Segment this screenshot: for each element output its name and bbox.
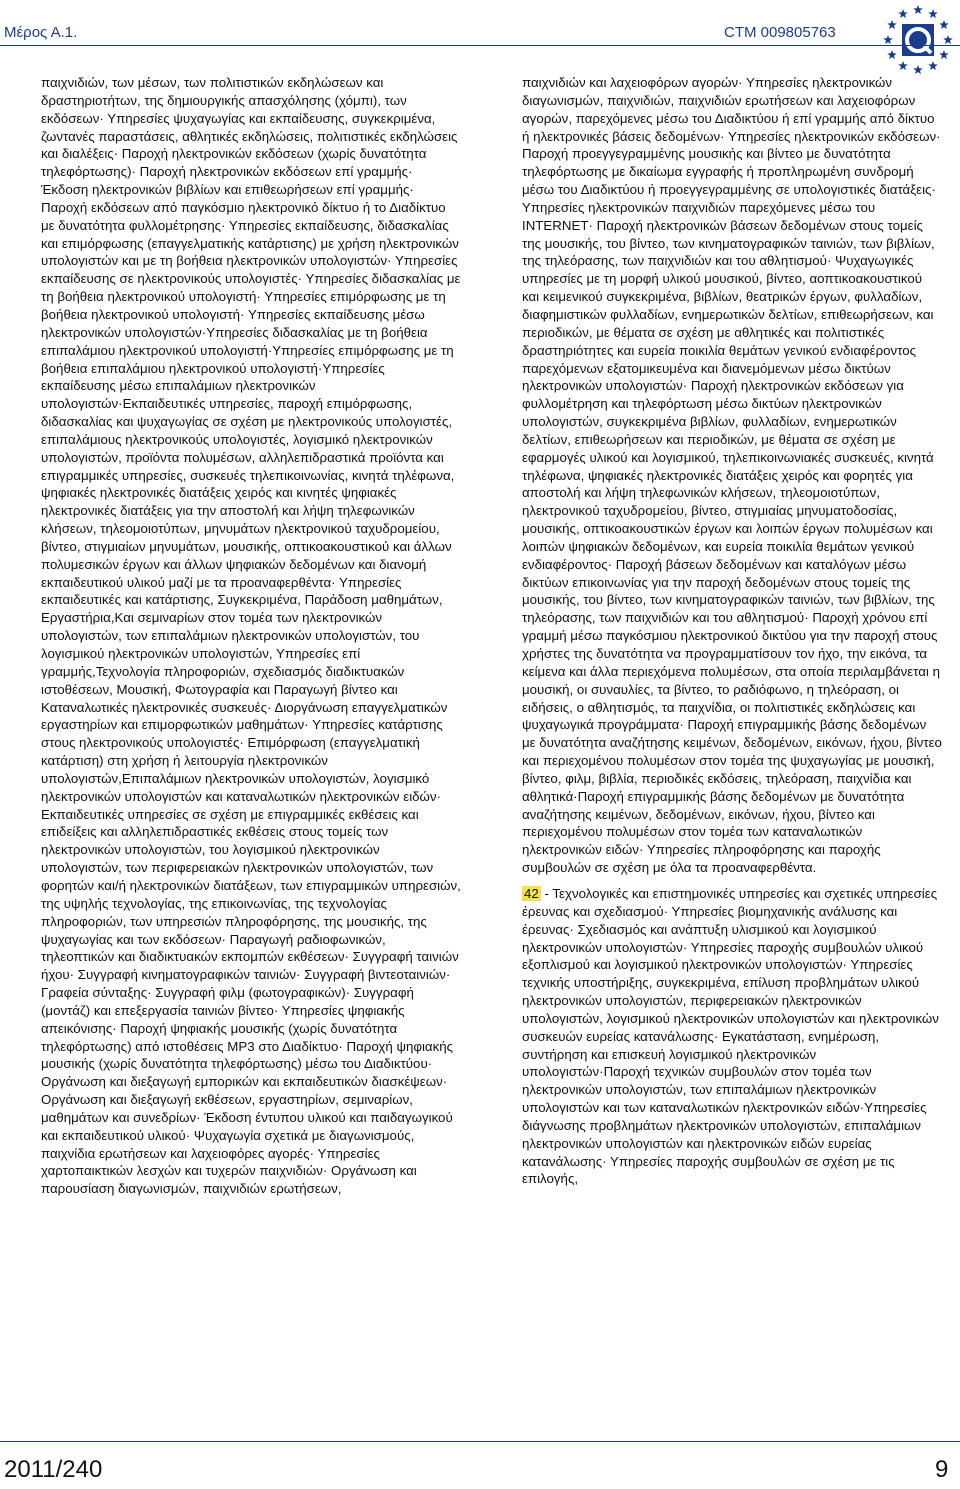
class-42-text: - Τεχνολογικές και επιστημονικές υπηρεσίες και σχετικές υπηρεσίες έρευνας και σχεδιασμού· Υπηρεσίες βιομηχανικής ανάλυσης και έρευνας· Σχεδιασμός και ανάπτυξη υλισμικού και λογισμικού ηλεκτρονικών υπολογιστών· Υπηρεσίες παροχής συμβουλών υλικού εξοπλισμού και λογισμικού ηλεκτρονικών υπολογιστών· Υπηρεσίες τεχνικής υποστήριξης, συγκεκριμένα, επίλυση προβλημάτων υλικού ηλεκτρονικών υπολογιστών, περιφερειακών ηλεκτρονικών υπολογιστών, λογισμικού ηλεκτρονικών υπολογιστών και ηλεκτρονικών συσκευών ευρείας κατανάλωσης· Εγκατάσταση, ενημέρωση, συντήρηση και επισκευή λογισμικού ηλεκτρονικών υπολογιστών·Παροχή τεχνικών συμβουλών στον τομέα των ηλεκτρονικών υπολογιστών, των επιπαλάμιων ηλεκτρονικών υπολογιστών και των καταναλωτικών ηλεκτρονικών ειδών·Υπηρεσίες διάγνωσης προβλημάτων ηλεκτρονικών υπολογιστών, επιπαλάμιων ηλεκτρονικών υπολογιστών και ηλεκτρονικών ειδών ευρείας κατανάλωσης· Υπηρεσίες παροχής συμβουλών σε σχέση με τις επιλογής, — [522, 885, 939, 1187]
logo-star-icon — [939, 20, 949, 29]
logo-star-icon — [883, 35, 893, 44]
footer-rule — [0, 1441, 960, 1442]
logo-star-icon — [887, 50, 897, 59]
footer-bulletin-number: 2011/240 — [4, 1456, 103, 1483]
header-ctm-number: CTM 009805763 — [724, 24, 836, 41]
logo-star-icon — [913, 65, 923, 74]
class-42-paragraph — [522, 885, 942, 1188]
logo-star-icon — [898, 9, 908, 18]
header-part-label: Μέρος Α.1. — [4, 24, 78, 41]
right-column-text: παιχνιδιών και λαχειοφόρων αγορών· Υπηρεσίες ηλεκτρονικών διαγωνισμών, παιχνιδιών, παιχνιδιών ερωτήσεων και λαχειοφόρων αγορών, παρεχόμενες μέσω του Διαδικτύου ή επί γραμμής από δίκτυο ή ηλεκτρονικές βάσεις δεδομένων· Υπηρεσίες ηλεκτρονικών εκδόσεων· Παροχή προεγγεγραμμένης μουσικής και βίντεο με δυνατότητα τηλεφόρτωσης με δικαίωμα εγγραφής ή προπληρωμένη συνδρομή μέσω του Διαδικτύου ή προεγγεγραμμένης σε υπολογιστικές διατάξεις· Υπηρεσίες ηλεκτρονικών παιχνιδιών παρεχόμενες μέσω του INTERNET· Παροχή ηλεκτρονικών βάσεων δεδομένων στους τομείς της μουσικής, του βίντεο, των κινηματογραφικών ταινιών, των βιβλίων, της τηλεόρασης, των παιχνιδιών και του αθλητισμού· Ψυχαγωγικές υπηρεσίες με τη μορφή υλικού μουσικού, βίντεο, αοπτικοακουστικού και κειμενικού συγκεκριμένα, βιβλίων, θεατρικών έργων, φυλλαδίων, διαφημιστικών φυλλαδίων, ενημερωτικών δελτίων, επιθεωρήσεων, και περιοδικών, με θέματα σε σχέση με αθλητικές και πολιτιστικές δραστηριότητες και ευρεία ποικιλία θεμάτων γενικού ενδιαφέροντος παρεχόμενων εξατομικευμένα και διανεμόμενων μέσω δικτύων ηλεκτρονικών υπολογιστών· Παροχή ηλεκτρονικών εκδόσεων για φυλλομέτρηση και τηλεφόρτωση μέσω δικτύων ηλεκτρονικών υπολογιστών, συγκεκριμένα βιβλίων, φυλλαδίων, ενημερωτικών δελτίων, επιθεωρήσεων και περιοδικών, με θέματα σε σχέση με εφαρμογές υλικού και λογισμικού, τηλεπικοινωνιακές συσκευές, κινητά τηλέφωνα, ψηφιακές ηλεκτρονικές διατάξεις χειρός και φορητές για αποστολή και λήψη τηλεφωνικών κλήσεων, τηλεομοιοτύπων, ηλεκτρονικού ταχυδρομείου, βίντεο, στιγμιαίας μηνυματοδοσίας, μουσικής, οπτικοακουστικών έργων και λοιπών έργων πολυμέσων και λοιπών ψηφιακών δεδομένων, και ευρεία ποικιλία θεμάτων γενικού ενδιαφέροντος· Παροχή βάσεων δεδομένων και καταλόγων μέσω δικτύων επικοινωνίας για την παροχή δεδομένων στους τομείς της μουσικής, του βίντεο, των κινηματογραφικών ταινιών, των βιβλίων, της τηλεόρασης, των παιχνιδιών και του αθλητισμού· Παροχή χρόνου επί γραμμή μέσω παγκόσμιου ηλεκτρονικού δικτύου για την παροχή στους χρήστες της δυνατότητα να προγραμματίσουν τον ήχο, την εικόνα, τα κείμενα και άλλα περιεχόμενα πολυμέσων, στα οποία περιλαμβάνεται η μουσική, οι συναυλίες, τα βίντεο, το ραδιόφωνο, η τηλεόραση, οι ειδήσεις, ο αθλητισμός, τα παιχνίδια, οι πολιτιστικές εκδηλώσεις και ψυχαγωγικά προγράμματα· Παροχή επιγραμμικής βάσης δεδομένων με δυνατότητα αναζήτησης κειμένων, δεδομένων, εικόνων, ήχου, βίντεο και περιεχομένου πολυμέσων στον τομέα της ψυχαγωγίας με μουσική, βίντεο, φιλμ, βιβλία, περιοδικές εκδόσεις, τηλεόραση, παιχνίδια και αθλητικά·Παροχή επιγραμμικής βάσης δεδομένων με δυνατότητα αναζήτησης κειμένων, δεδομένων, εικόνων, ήχου, βίντεο και περιεχομένου πολυμέσων στον τομέα των καταναλωτικών ηλεκτρονικών ειδών· Υπηρεσίες πληροφόρησης και παροχής συμβουλών σε σχέση με όλα τα προαναφερθέντα. — [522, 75, 942, 876]
eu-stars-logo-icon — [878, 0, 958, 80]
logo-star-icon — [928, 61, 938, 70]
footer-page-number: 9 — [935, 1456, 949, 1483]
left-column — [41, 74, 461, 1198]
right-column — [522, 74, 942, 1188]
class-number-badge: 42 — [524, 885, 539, 901]
left-column-text: παιχνιδιών, των μέσων, των πολιτιστικών εκδηλώσεων και δραστηριοτήτων, της δημιουργικής απασχόλησης (χόμπι), των εκδόσεων· Υπηρεσίες ψυχαγωγίας και εκπαίδευσης, συγκεκριμένα, ζωντανές παραστάσεις, αθλητικές εκδηλώσεις, πολιτιστικές εκδηλώσεις και διαλέξεις· Παροχή ηλεκτρονικών εκδόσεων (χωρίς δυνατότητα τηλεφόρτωσης)· Παροχή ηλεκτρονικών εκδόσεων επί γραμμής· Έκδοση ηλεκτρονικών βιβλίων και επιθεωρήσεων επί γραμμής· Παροχή εκδόσεων από παγκόσμιο ηλεκτρονικό δίκτυο ή το Διαδίκτυο με δυνατότητα φυλλομέτρησης· Υπηρεσίες εκπαίδευσης, διδασκαλίας και επιμόρφωσης (επαγγελματικής κατάρτισης) με χρήση ηλεκτρονικών υπολογιστών και με τη βοήθεια ηλεκτρονικών υπολογιστών· Υπηρεσίες εκπαίδευσης σε ηλεκτρονικούς υπολογιστές· Υπηρεσίες διδασκαλίας με τη βοήθεια ηλεκτρονικού υπολογιστή· Υπηρεσίες επιμόρφωσης με τη βοήθεια ηλεκτρονικού υπολογιστή· Υπηρεσίες εκπαίδευσης μέσω ηλεκτρονικών υπολογιστών·Υπηρεσίες διδασκαλίας με τη βοήθεια επιπαλάμιου ηλεκτρονικού υπολογιστή·Υπηρεσίες επιμόρφωσης με τη βοήθεια επιπαλάμιου ηλεκτρονικού υπολογιστή·Υπηρεσίες εκπαίδευσης μέσω επιπαλάμιων ηλεκτρονικών υπολογιστών·Εκπαιδευτικές υπηρεσίες, παροχή επιμόρφωσης, διδασκαλίας και ψυχαγωγίας σε σχέση με ηλεκτρονικούς υπολογιστές, επιπαλάμιους ηλεκτρονικούς υπολογιστές, λογισμικό ηλεκτρονικών υπολογιστών, προϊόντα πολυμέσων, αλληλεπιδραστικά προϊόντα και επιγραμμικές υπηρεσίες, συσκευές τηλεπικοινωνίας, κινητά τηλέφωνα, ψηφιακές ηλεκτρονικές διατάξεις χειρός και κινητές ψηφιακές ηλεκτρονικές διατάξεις για την αποστολή και λήψη τηλεφωνικών κλήσεων, τηλεομοιοτύπων, μηνυμάτων ηλεκτρονικού ταχυδρομείου, βίντεο, στιγμιαίων μηνυμάτων, μουσικής, οπτικοακουστικού και άλλων πολυμεσικών έργων και άλλων ψηφιακών δεδομένων και διανομή εκπαιδευτικού υλικού μαζί με τα προαναφερθέντα· Υπηρεσίες εκπαιδευτικές και κατάρτισης, Συγκεκριμένα, Παράδοση μαθημάτων, Εργαστήρια,Και σεμιναρίων στον τομέα των ηλεκτρονικών υπολογιστών, των επιπαλάμιων ηλεκτρονικών υπολογιστών, του λογισμικού ηλεκτρονικών υπολογιστών, Υπηρεσίες επί γραμμής,Τεχνολογία πληροφοριών, σχεδιασμός διαδικτυακών ιστοθέσεων, Μουσική, Φωτογραφία και Παραγωγή βίντεο και Καταναλωτικές ηλεκτρονικές συσκευές· Διοργάνωση επαγγελματικών εργαστηρίων και επιμορφωτικών μαθημάτων· Υπηρεσίες κατάρτισης στους ηλεκτρονικούς υπολογιστές· Επιμόρφωση (επαγγελματική κατάρτιση) στη χρήση ή λειτουργία ηλεκτρονικών υπολογιστών,Επιπαλάμιων ηλεκτρονικών υπολογιστών, λογισμικό ηλεκτρονικών υπολογιστών και καταναλωτικών ηλεκτρονικών ειδών· Εκπαιδευτικές υπηρεσίες σε σχέση με επιγραμμικές εκθέσεις και επιδείξεις και αλληλεπιδραστικές εκθέσεις στους τομείς των ηλεκτρονικών υπολογιστών, του λογισμικού ηλεκτρονικών υπολογιστών, των περιφερειακών ηλεκτρονικών υπολογιστών, των φορητών και/ή ηλεκτρονικών διατάξεων, των επιγραμμικών υπηρεσιών, της υψηλής τεχνολογίας, της επικοινωνίας, της τεχνολογίας πληροφοριών, των υπηρεσιών πληροφόρησης, της μουσικής, της ψυχαγωγίας και των εκδόσεων· Παραγωγή ραδιοφωνικών, τηλεοπτικών και διαδικτυακών εκπομπών εκθέσεων· Συγγραφή ταινιών ήχου· Συγγραφή κινηματογραφικών ταινιών· Συγγραφή βιντεοταινιών· Γραφεία σύνταξης· Συγγραφή φιλμ (φωτογραφικών)· Συγγραφή (μοντάζ) και επεξεργασία ταινιών βίντεο· Υπηρεσίες ψηφιακής απεικόνισης· Παροχή ψηφιακής μουσικής (χωρίς δυνατότητα τηλεφόρτωσης) από ιστοθέσεις MP3 στο Διαδίκτυο· Παροχή ψηφιακής μουσικής (χωρίς δυνατότητα τηλεφόρτωσης) μέσω του Διαδικτύου· Οργάνωση και διεξαγωγή εμπορικών και εκπαιδευτικών διασκέψεων· Οργάνωση και διεξαγωγή εκθέσεων, εργαστηρίων, σεμιναρίων, μαθημάτων και συνεδρίων· Έκδοση έντυπου υλικού και παιδαγωγικού και εκπαιδευτικού υλικού· Ψυχαγωγία σχετικά με διαγωνισμούς, παιχνίδια ερωτήσεων και λαχειοφόρες αγορές· Υπηρεσίες χαρτοπαικτικών λεσχών και τυχερών παιχνιδιών· Οργάνωση και παρουσίαση διαγωνισμών, παιχνιδιών ερωτήσεων, — [41, 75, 461, 1197]
logo-star-icon — [939, 50, 949, 59]
logo-star-icon — [928, 9, 938, 18]
logo-star-icon — [943, 35, 953, 44]
logo-star-icon — [887, 20, 897, 29]
logo-star-icon — [913, 5, 923, 14]
header-rule — [0, 45, 960, 46]
logo-star-icon — [898, 61, 908, 70]
